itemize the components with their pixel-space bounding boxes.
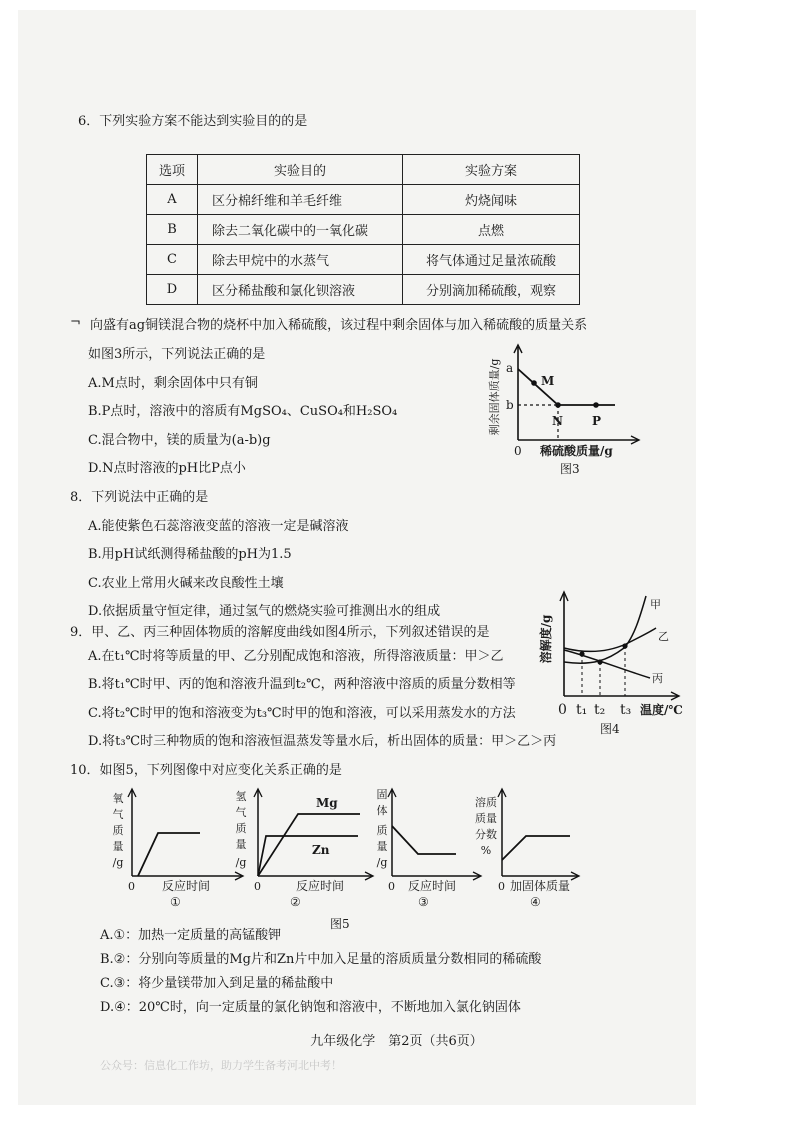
g3-xlabel: 反应时间 — [408, 879, 457, 893]
fig4-ylabel: 溶解度/g — [539, 614, 553, 664]
g2-ylabel: 质 — [235, 822, 247, 835]
fig3-label-n: N — [552, 414, 563, 428]
q6-table — [146, 154, 580, 305]
fig5-graph-4 — [475, 789, 579, 909]
fig4-tick-t3: t₃ — [620, 702, 632, 718]
q7-option-b: B.P点时，溶液中的溶质有MgSO₄、CuSO₄和H₂SO₄ — [88, 404, 398, 419]
table-row — [147, 275, 580, 305]
q10-option-d: D.④：20℃时，向一定质量的氯化钠饱和溶液中，不断地加入氯化钠固体 — [100, 1000, 521, 1015]
q9-option-c: C.将t₂℃时甲的饱和溶液变为t₃℃时甲的饱和溶液，可以采用蒸发水的方法 — [88, 706, 516, 721]
g1-xlabel: 反应时间 — [162, 879, 211, 893]
g1-ylabel: 量 — [112, 840, 124, 853]
g3-ylabel: 固 — [376, 788, 388, 801]
fig4-xlabel: 温度/℃ — [640, 703, 683, 717]
g4-number: ④ — [530, 895, 541, 909]
q10-option-b: B.②：分别向等质量的Mg片和Zn片中加入足量的溶质质量分数相同的稀硫酸 — [100, 952, 542, 967]
fig3-caption: 图3 — [560, 462, 580, 476]
g3-number: ③ — [418, 895, 429, 909]
g1-ylabel: 气 — [112, 808, 124, 821]
fig5-caption: 图5 — [330, 917, 350, 931]
table-header-cell: 实验方案 — [403, 155, 580, 185]
q8-option-c: C.农业上常用火碱来改良酸性土壤 — [88, 576, 284, 591]
table-cell: 区分棉纤维和羊毛纤维 — [198, 185, 403, 215]
g1-curve — [138, 833, 200, 876]
g4-xlabel: 加固体质量 — [510, 879, 571, 893]
g1-ylabel: /g — [112, 856, 124, 869]
q10-option-a: A.①：加热一定质量的高锰酸钾 — [100, 928, 282, 943]
g4-ylabel: % — [480, 844, 492, 857]
g2-label-mg: Mg — [316, 796, 338, 810]
g2-ylabel: 量 — [235, 838, 247, 851]
table-row — [147, 215, 580, 245]
g1-origin: 0 — [128, 880, 135, 893]
q9-option-a: A.在t₁℃时将等质量的甲、乙分别配成饱和溶液，所得溶液质量：甲＞乙 — [88, 649, 504, 664]
g4-ylabel: 分数 — [475, 828, 497, 841]
q8-stem: 8．下列说法中正确的是 — [70, 490, 209, 505]
q7-mark: ¬ — [70, 315, 81, 330]
g2-ylabel: /g — [235, 856, 247, 869]
q8-option-d: D.依据质量守恒定律，通过氢气的燃烧实验可推测出水的组成 — [88, 604, 441, 619]
fig3-label-b: b — [506, 398, 514, 412]
fig4-origin: 0 — [558, 702, 567, 718]
page-footer: 九年级化学 第2页（共6页） — [310, 1034, 483, 1049]
g4-ylabel: 质量 — [475, 812, 497, 825]
fig5-graph-1 — [113, 789, 244, 909]
fig4-curve-yi — [564, 628, 656, 651]
fig3-label-a: a — [506, 361, 514, 375]
q10-option-c: C.③：将少量镁带加入到足量的稀盐酸中 — [100, 976, 334, 991]
g3-ylabel: 体 — [376, 804, 388, 817]
g2-origin: 0 — [254, 880, 261, 893]
fig3-point-p — [593, 402, 599, 408]
fig3-label-p: P — [592, 414, 602, 428]
g4-curve — [502, 836, 570, 860]
g3-ylabel: /g — [376, 856, 388, 869]
g3-ylabel: 量 — [376, 840, 388, 853]
fig4-label-yi: 乙 — [658, 630, 669, 643]
q7-option-a: A.M点时，剩余固体中只有铜 — [88, 376, 258, 391]
table-cell: 除去甲烷中的水蒸气 — [198, 245, 403, 275]
fig4-label-bing: 丙 — [652, 672, 663, 685]
g4-origin: 0 — [498, 880, 505, 893]
q10-stem: 10．如图5，下列图像中对应变化关系正确的是 — [70, 763, 342, 778]
fig4-caption: 图4 — [600, 722, 620, 736]
q9-option-b: B.将t₁℃时甲、丙的饱和溶液升温到t₂℃，两种溶液中溶质的质量分数相等 — [88, 677, 516, 692]
fig3-curve — [518, 369, 615, 405]
g4-ylabel: 溶质 — [475, 796, 497, 809]
g3-curve — [392, 826, 456, 854]
q9-option-d: D.将t₃℃时三种物质的饱和溶液恒温蒸发等量水后，析出固体的质量：甲＞乙＞丙 — [88, 734, 557, 749]
g3-ylabel: 质 — [376, 824, 388, 837]
table-cell: B — [147, 215, 198, 245]
table-header-row — [147, 155, 580, 185]
fig4-tick-t1: t₁ — [576, 702, 588, 718]
table-cell: A — [147, 185, 198, 215]
table-header-cell: 实验目的 — [198, 155, 403, 185]
q7-option-c: C.混合物中，镁的质量为(a-b)g — [88, 433, 271, 448]
fig5-graph-2 — [236, 789, 374, 909]
fig4-tick-t2: t₂ — [594, 702, 606, 718]
table-row — [147, 185, 580, 215]
table-header-cell: 选项 — [147, 155, 198, 185]
fig3-origin: 0 — [514, 444, 522, 458]
table-cell: 区分稀盐酸和氯化钡溶液 — [198, 275, 403, 305]
watermark-text: 公众号：信息化工作坊，助力学生备考河北中考！ — [100, 1059, 342, 1072]
g1-number: ① — [170, 895, 181, 909]
fig4-label-jia: 甲 — [650, 598, 661, 611]
table-cell: 点燃 — [403, 215, 580, 245]
g2-curve-mg — [258, 814, 360, 876]
fig3-xlabel: 稀硫酸质量/g — [540, 444, 613, 458]
g1-ylabel: 质 — [112, 824, 124, 837]
g2-ylabel: 气 — [235, 806, 247, 819]
fig5-graph-3 — [377, 788, 482, 909]
fig4-curve-bing — [564, 650, 650, 678]
q7-stem-line1: 向盛有ag铜镁混合物的烧杯中加入稀硫酸，该过程中剩余固体与加入稀硫酸的质量关系 — [90, 318, 588, 333]
g3-origin: 0 — [388, 880, 395, 893]
g2-number: ② — [290, 895, 301, 909]
table-cell: C — [147, 245, 198, 275]
table-cell: 分别滴加稀硫酸，观察 — [403, 275, 580, 305]
fig3-ylabel: 剩余固体质量/g — [488, 358, 501, 436]
fig3-point-n — [555, 402, 561, 408]
g2-xlabel: 反应时间 — [296, 879, 345, 893]
g2-curve-zn — [258, 836, 358, 876]
g2-ylabel: 氢 — [235, 790, 247, 803]
q8-option-b: B.用pH试纸测得稀盐酸的pH为1.5 — [88, 547, 292, 562]
fig3-label-m: M — [541, 374, 555, 388]
q6-stem: 6．下列实验方案不能达到实验目的的是 — [78, 114, 308, 129]
table-cell: 将气体通过足量浓硫酸 — [403, 245, 580, 275]
figure-4 — [538, 582, 693, 742]
table-cell: 除去二氧化碳中的一氧化碳 — [198, 215, 403, 245]
table-cell: D — [147, 275, 198, 305]
q8-option-a: A.能使紫色石蕊溶液变蓝的溶液一定是碱溶液 — [88, 519, 349, 534]
figure-3 — [490, 335, 650, 480]
fig3-point-m — [531, 380, 537, 386]
q7-option-d: D.N点时溶液的pH比P点小 — [88, 461, 246, 476]
table-cell: 灼烧闻味 — [403, 185, 580, 215]
g1-ylabel: 氧 — [112, 792, 124, 805]
g2-label-zn: Zn — [312, 843, 330, 857]
q7-stem-line2: 如图3所示，下列说法正确的是 — [88, 347, 266, 362]
table-row — [147, 245, 580, 275]
q9-stem: 9．甲、乙、丙三种固体物质的溶解度曲线如图4所示，下列叙述错误的是 — [70, 625, 490, 640]
figure-5 — [100, 784, 580, 934]
